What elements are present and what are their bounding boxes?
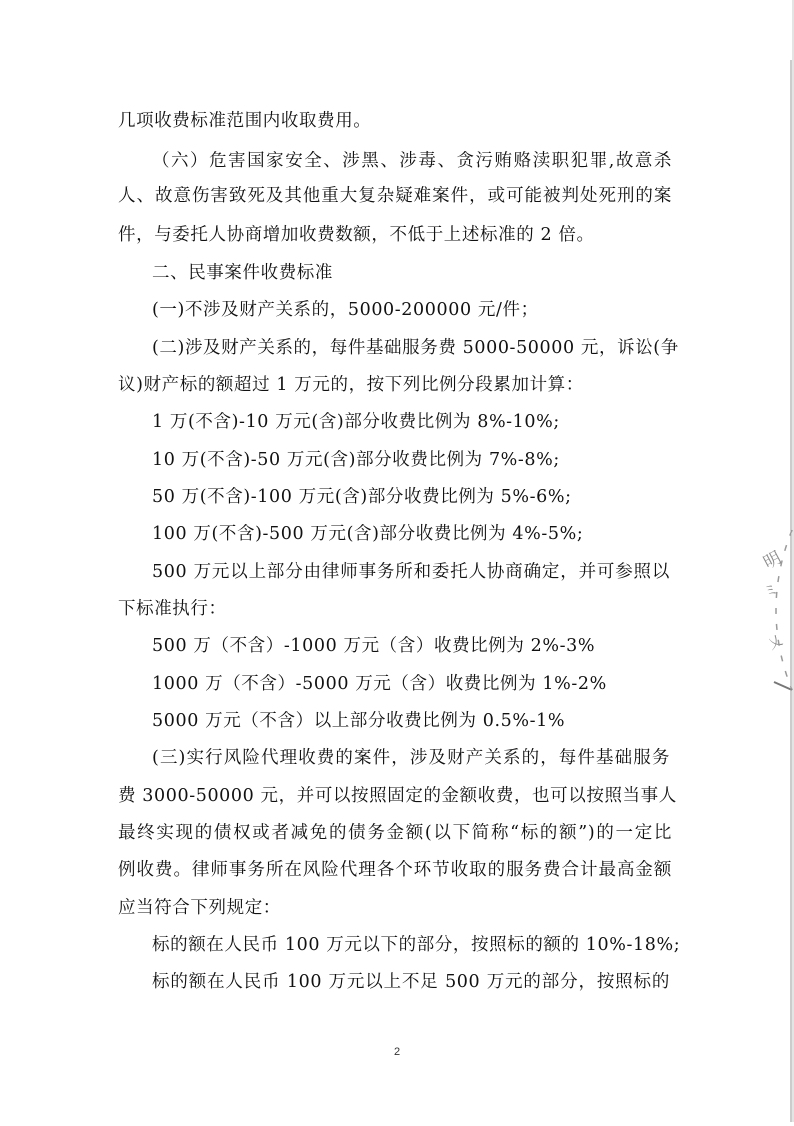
section-heading: 二、民事案件收费标准 bbox=[152, 263, 333, 283]
text-line: 应当符合下列规定： bbox=[118, 898, 281, 918]
text-line: 人、故意伤害致死及其他重大复杂疑难案件，或可能被判处死刑的案 bbox=[118, 186, 672, 206]
text-line: (一)不涉及财产关系的，5000-200000 元/件； bbox=[152, 300, 539, 320]
seal-fragment: 乂 bbox=[765, 632, 786, 654]
text-line: 费 3000-50000 元，并可以按照固定的金额收费，也可以按照当事人 bbox=[118, 786, 677, 806]
text-line: (二)涉及财产关系的，每件基础服务费 5000-50000 元，诉讼(争 bbox=[152, 338, 679, 358]
page-edge-shadow bbox=[786, 0, 794, 1122]
seal-fragment: 明 bbox=[760, 547, 785, 574]
text-line: 最终实现的债权或者减免的债务金额(以下简称“标的额”)的一定比 bbox=[118, 823, 672, 843]
text-line: 1 万(不含)-10 万元(含)部分收费比例为 8%-10%; bbox=[152, 412, 560, 432]
text-line: 件，与委托人协商增加收费数额，不低于上述标准的 2 倍。 bbox=[118, 225, 595, 245]
text-line: 50 万(不含)-100 万元(含)部分收费比例为 5%-6%; bbox=[152, 487, 572, 507]
text-line: 1000 万（不含）-5000 万元（含）收费比例为 1%-2% bbox=[152, 674, 607, 694]
text-line: (三)实行风险代理收费的案件，涉及财产关系的，每件基础服务 bbox=[152, 748, 670, 768]
text-line: 下标准执行： bbox=[118, 599, 227, 619]
text-line: 几项收费标准范围内收取费用。 bbox=[118, 111, 372, 131]
text-line: 例收费。律师事务所在风险代理各个环节收取的服务费合计最高金额 bbox=[118, 860, 672, 880]
text-line: 10 万(不含)-50 万元(含)部分收费比例为 7%-8%; bbox=[152, 450, 560, 470]
text-line: （六）危害国家安全、涉黑、涉毒、贪污贿赂渎职犯罪,故意杀 bbox=[152, 151, 672, 171]
text-line: 500 万元以上部分由律师事务所和委托人协商确定，并可参照以 bbox=[152, 562, 670, 582]
page-number: 2 bbox=[393, 1046, 401, 1058]
text-line: 5000 万元（不含）以上部分收费比例为 0.5%-1% bbox=[152, 711, 566, 731]
text-line: 标的额在人民币 100 万元以上不足 500 万元的部分，按照标的 bbox=[152, 972, 670, 992]
text-line: 标的额在人民币 100 万元以下的部分，按照标的额的 10%-18%; bbox=[152, 935, 681, 955]
text-line: 议)财产标的额超过 1 万元的，按下列比例分段累加计算： bbox=[118, 375, 584, 395]
seal-fragment: ミ bbox=[761, 580, 782, 602]
text-line: 100 万(不含)-500 万元(含)部分收费比例为 4%-5%; bbox=[152, 524, 584, 544]
text-line: 500 万（不含）-1000 万元（含）收费比例为 2%-3% bbox=[152, 636, 596, 656]
